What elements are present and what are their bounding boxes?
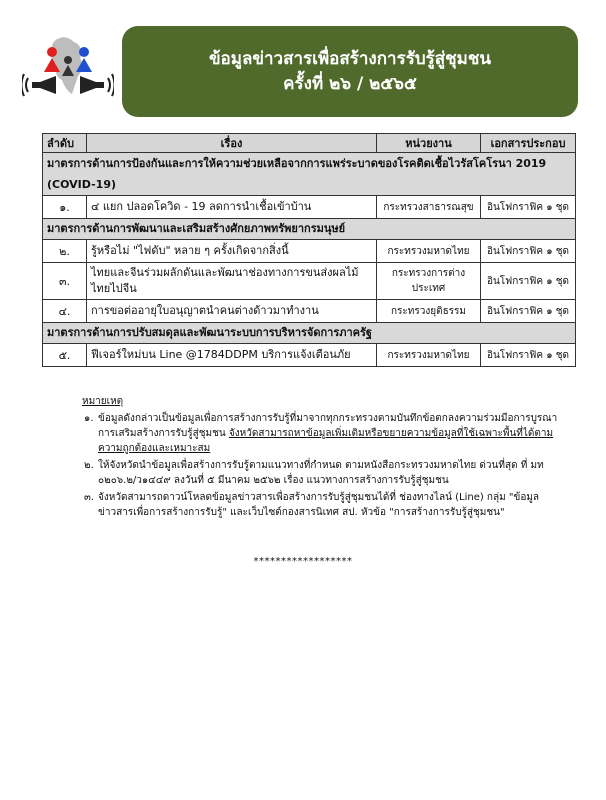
note-item [84, 458, 574, 488]
table-row [43, 196, 576, 219]
end-separator: ****************** [253, 556, 353, 567]
row-topic: ฟีเจอร์ใหม่บน Line @1784DDPM บริการแจ้งเตือนภัย [87, 344, 377, 367]
row-agency: กระทรวงมหาดไทย [377, 344, 481, 367]
note-text: ให้จังหวัดนำข้อมูลเพื่อสร้างการรับรู้ตามแนวทางที่กำหนด ตามหนังสือกระทรวงมหาดไทย ด่วนที่สุด ที่ มท ๐๒๐๖.๒/ว๑๔๔๙ ลงวันที่ ๕ มีนาคม ๒๕๖๒ เรื่อง แนวทางการสร้างการรับรู้สู่ชุมชน [98, 460, 544, 486]
table-row [43, 240, 576, 263]
section-row [43, 323, 576, 344]
column-header-agency: หน่วยงาน [377, 134, 481, 153]
row-document: อินโฟกราฟิค ๑ ชุด [481, 263, 576, 300]
section-row [43, 153, 576, 196]
notes-header: หมายเหตุ [82, 396, 124, 407]
row-number: ๒. [43, 240, 87, 263]
page-title: ข้อมูลข่าวสารเพื่อสร้างการรับรู้สู่ชุมชน [208, 48, 492, 69]
section-title: มาตรการด้านการพัฒนาและเสริมสร้างศักยภาพทรัพยากรมนุษย์ [43, 219, 576, 240]
page-subtitle: ครั้งที่ ๒๖ / ๒๕๖๕ [283, 73, 417, 94]
row-number: ๕. [43, 344, 87, 367]
table-row [43, 300, 576, 323]
row-topic: ไทยและจีนร่วมผลักดันและพัฒนาช่องทางการขนส่งผลไม้ไทยไปจีน [87, 263, 377, 300]
row-topic: รู้หรือไม่ "ไฟดับ" หลาย ๆ ครั้งเกิดจากสิ่งนี้ [87, 240, 377, 263]
note-number: ๓. [84, 492, 95, 503]
note-number: ๑. [84, 413, 94, 424]
info-table [42, 133, 576, 367]
title-banner [122, 26, 578, 117]
note-text [98, 411, 574, 456]
column-header-topic: เรื่อง [87, 134, 377, 153]
note-number: ๒. [84, 460, 94, 471]
row-agency: กระทรวงสาธารณสุข [377, 196, 481, 219]
row-agency: กระทรวงการต่างประเทศ [377, 263, 481, 300]
section-title: มาตรการด้านการปรับสมดุลและพัฒนาระบบการบริหารจัดการภาครัฐ [43, 323, 576, 344]
row-document: อินโฟกราฟิค ๑ ชุด [481, 344, 576, 367]
row-topic: ๔ แยก ปลอดโควิด - 19 ลดการนำเชื้อเข้าบ้าน [87, 196, 377, 219]
row-agency: กระทรวงมหาดไทย [377, 240, 481, 263]
note-item [84, 411, 574, 456]
row-document: อินโฟกราฟิค ๑ ชุด [481, 300, 576, 323]
note-item [84, 490, 574, 520]
row-topic: การขอต่ออายุใบอนุญาตนำคนต่างด้าวมาทำงาน [87, 300, 377, 323]
note-text-plain: ข้อมูลดังกล่าวเป็นข้อมูลเพื่อการสร้างการรับรู้ที่มาจากทุกกระทรวงตามบันทึกข้อตกลงความร่วมมือการบูรณาการเสริมสร้างการรับรู้สู่ชุมชน [98, 413, 558, 439]
row-agency: กระทรวงยุติธรรม [377, 300, 481, 323]
note-text: จังหวัดสามารถดาวน์โหลดข้อมูลข่าวสารเพื่อสร้างการรับรู้สู่ชุมชนได้ที่ ช่องทางไลน์ (Line) กลุ่ม "ข้อมูลข่าวสารเพื่อการสร้างการรับรู้" และเว็บไซต์กองสารนิเทศ สป. หัวข้อ "การสร้างการรับรู้สู่ชุมชน" [98, 492, 540, 518]
column-header-document: เอกสารประกอบ [481, 134, 576, 153]
table-row [43, 263, 576, 300]
row-document: อินโฟกราฟิค ๑ ชุด [481, 240, 576, 263]
notes-section [84, 394, 574, 522]
table-header-row [43, 134, 576, 153]
row-document: อินโฟกราฟิค ๑ ชุด [481, 196, 576, 219]
row-number: ๑. [43, 196, 87, 219]
row-number: ๔. [43, 300, 87, 323]
column-header-no: ลำดับ [43, 134, 87, 153]
community-logo-icon [22, 34, 114, 104]
section-title: มาตรการด้านการป้องกันและการให้ความช่วยเหลือจากการแพร่ระบาดของโรคติดเชื้อไวรัสโคโรนา 2019 (COVID-19) [43, 153, 576, 196]
section-row [43, 219, 576, 240]
row-number: ๓. [43, 263, 87, 300]
table-row [43, 344, 576, 367]
note-text-underlined: จังหวัดสามารถหาข้อมูลเพิ่มเติมหรือขยายความข้อมูลที่ใช้เฉพาะพื้นที่ได้ตามความถูกต้องและเหมาะสม [98, 428, 554, 454]
